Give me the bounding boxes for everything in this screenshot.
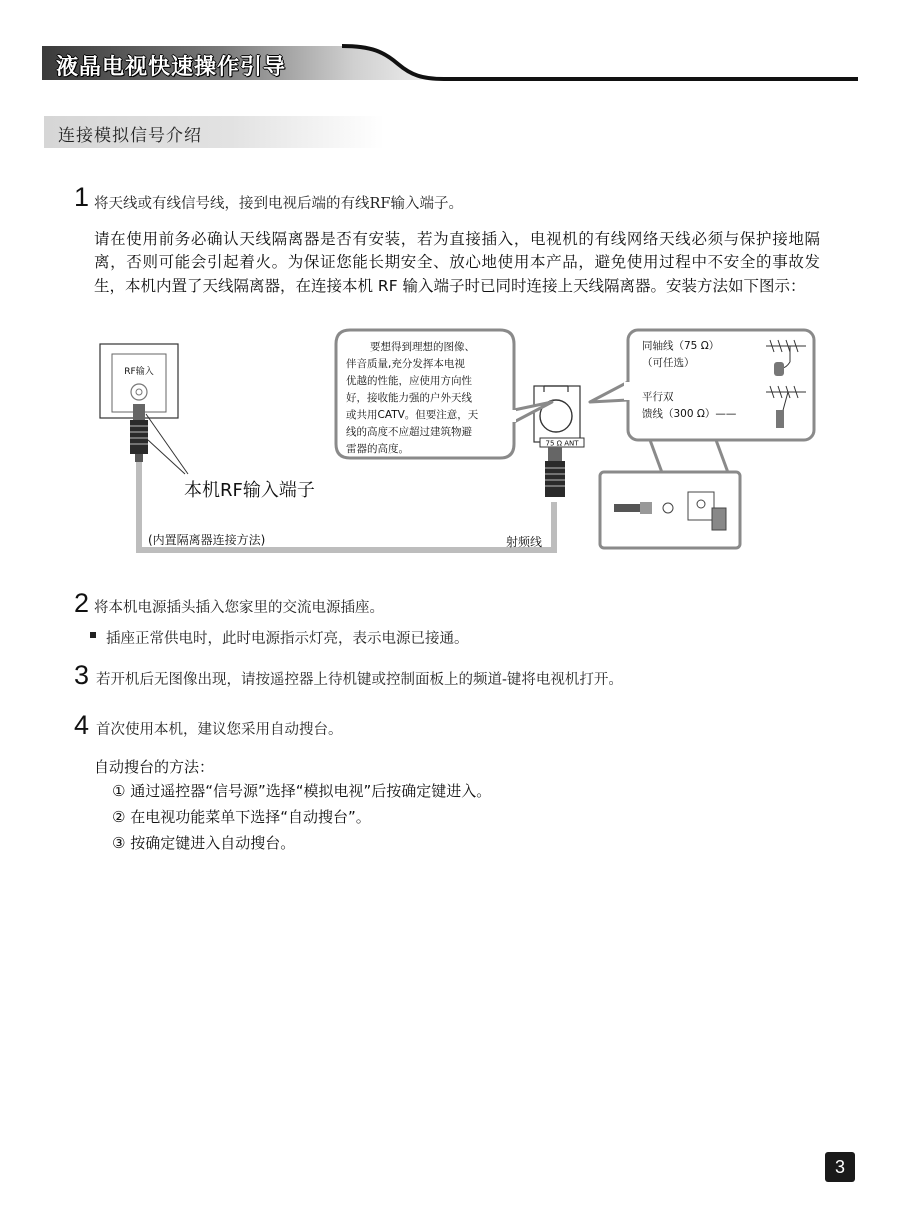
callout-text: 要想得到理想的图像、 伴音质量,充分发挥本电视 优越的性能，应使用方向性 好，接收能力强的户外天线 或共用CATV。但要注意，天 线的高度不应超过建筑物避 雷器的高度。 xyxy=(346,341,479,455)
feeder-label-1: 平行双 xyxy=(642,391,674,403)
step-3-number: 3 xyxy=(74,660,90,690)
rf-input-socket-box xyxy=(112,354,166,412)
feeder-connector-icon xyxy=(776,410,784,428)
auto-search-item-3: ③ 按确定键进入自动搜台。 xyxy=(112,834,296,852)
bullet-icon xyxy=(90,632,96,638)
auto-search-item-1: ① 通过遥控器“信号源”选择“模拟电视”后按确定键进入。 xyxy=(112,782,492,800)
builtin-method-label: (内置隔离器连接方法) xyxy=(148,533,266,547)
ant-label: 75 Ω ANT xyxy=(545,439,579,448)
rf-cable-label: 射频线 xyxy=(506,535,543,549)
coax-label: 同轴线（75 Ω） xyxy=(642,340,720,352)
step-3-text: 若开机后无图像出现，请按遥控器上待机键或控制面板上的频道-键将电视机打开。 xyxy=(96,672,623,688)
step-1-note: 请在使用前务必确认天线隔离器是否有安装，若为直接插入，电视机的有线网络天线必须与保护接地隔离，否则可能会引起着火。为保证您能长期安全、放心地使用本产品，避免使用过程中不安全的事故发生，本机内置了天线隔离器，在连接本机 RF 输入端子时已同时连接上天线隔离器。安装方法如下图示： xyxy=(94,230,820,295)
optional-label: （可任选） xyxy=(642,357,695,369)
feeder-label-2: 馈线（300 Ω）—— xyxy=(642,408,737,420)
rf-input-label: RF输入 xyxy=(124,367,154,377)
step-4-number: 4 xyxy=(74,710,90,740)
rf-plug-icon xyxy=(133,404,145,420)
step-1-text: 将天线或有线信号线，接到电视后端的有线RF输入端子。 xyxy=(94,196,463,212)
coax-connector-icon xyxy=(774,362,784,376)
section-title: 连接模拟信号介绍 xyxy=(58,126,202,146)
auto-search-item-2: ② 在电视功能菜单下选择“自动搜台”。 xyxy=(112,808,371,826)
step-2-text: 将本机电源插头插入您家里的交流电源插座。 xyxy=(94,600,384,616)
page-number: 3 xyxy=(825,1152,855,1182)
step-2-bullet-text: 插座正常供电时，此时电源指示灯亮，表示电源已接通。 xyxy=(106,631,469,647)
step-1-number: 1 xyxy=(74,182,90,212)
terminal-label: 本机RF输入端子 xyxy=(184,480,315,501)
auto-search-title: 自动搜台的方法： xyxy=(94,758,215,776)
step-4-text: 首次使用本机，建议您采用自动搜台。 xyxy=(96,722,343,738)
page-header-title: 液晶电视快速操作引导 xyxy=(56,55,287,80)
step-2-number: 2 xyxy=(74,588,90,618)
antenna-connection-diagram xyxy=(90,322,820,562)
